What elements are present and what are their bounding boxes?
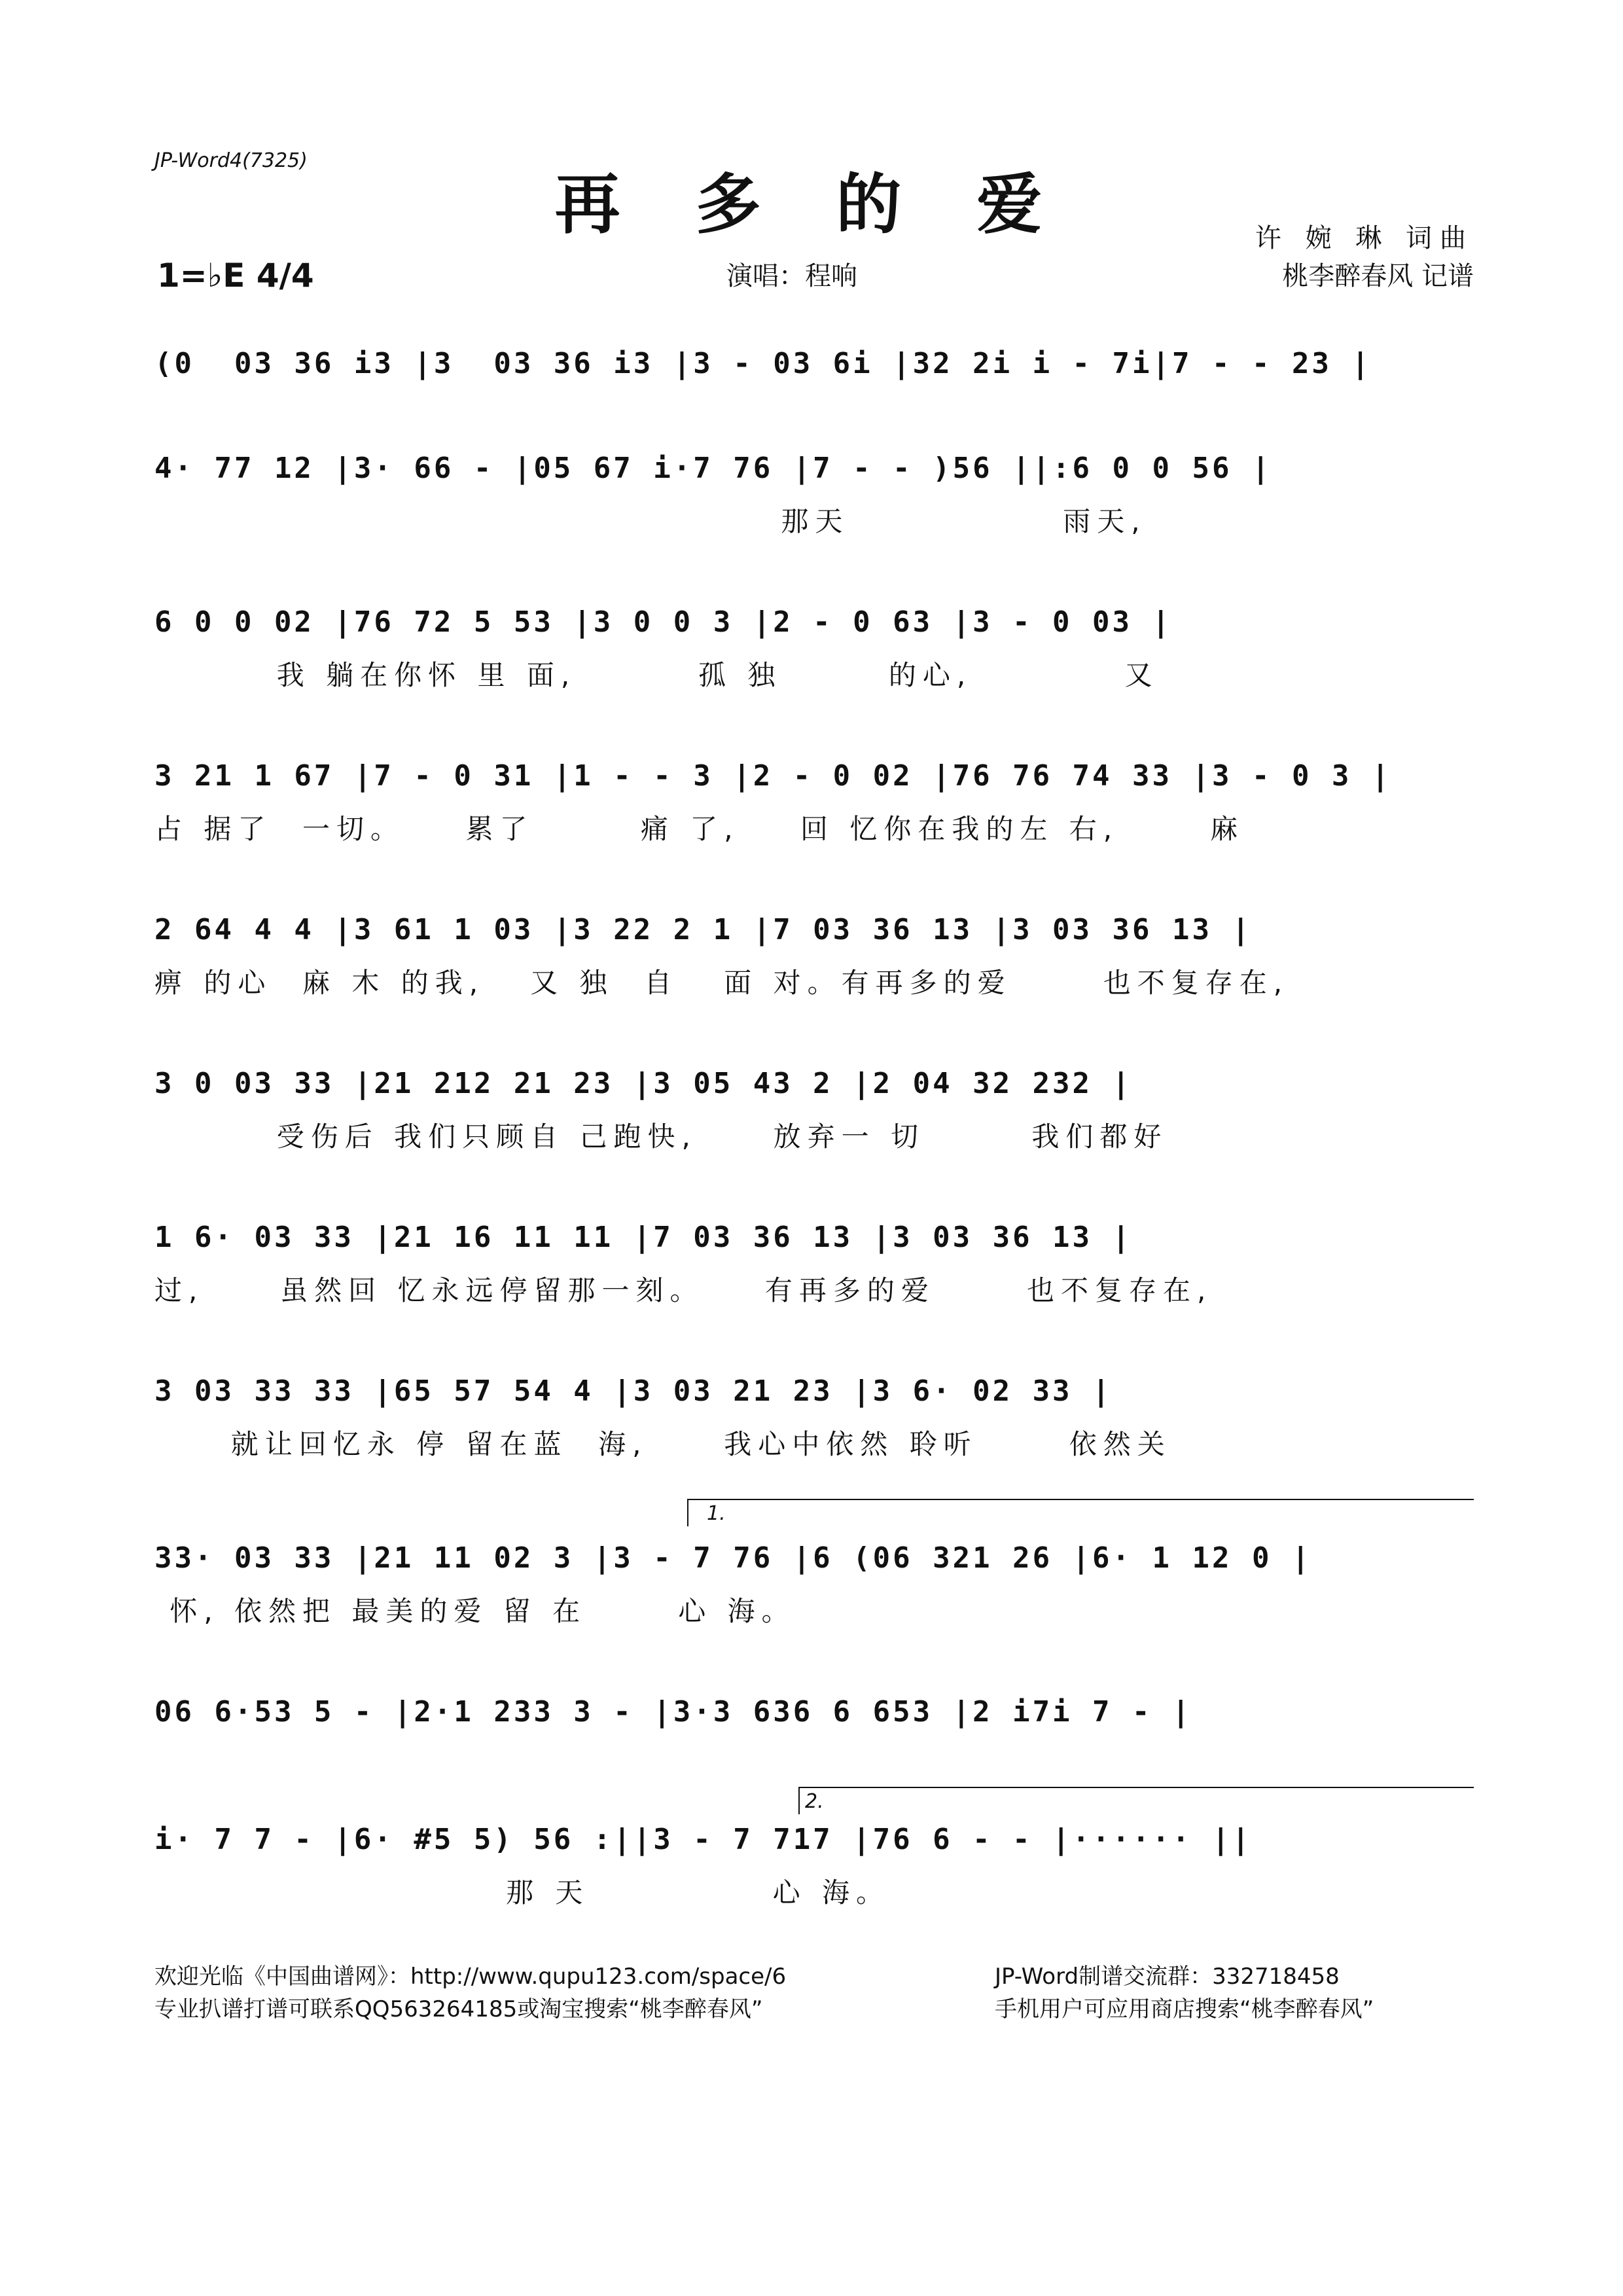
footer-mobile: 手机用户可应用商店搜索“桃李醉春风” bbox=[995, 1996, 1374, 2022]
lyric-line: 那天 雨天, bbox=[154, 505, 1147, 537]
notation-line: 3 03 33 33 |65 57 54 4 |3 03 21 23 |3 6· 02 33 | bbox=[154, 1374, 1113, 1408]
notation-line: i· 7 7 - |6· #5 5) 56 :||3 - 7 717 |76 6 - - |······ || bbox=[154, 1823, 1252, 1856]
second-ending-label: 2. bbox=[805, 1790, 824, 1813]
footer-group: JP-Word制谱交流群：332718458 bbox=[995, 1964, 1340, 1990]
singer-credit: 演唱：程响 bbox=[726, 261, 857, 291]
lyric-line: 怀, 依然把 最美的爱 留 在 心 海。 bbox=[154, 1595, 796, 1627]
lyric-line: 我 躺在你怀 里 面, 孤 独 的心, 又 bbox=[154, 659, 1159, 691]
software-label: JP-Word4(7325) bbox=[154, 149, 308, 172]
transcriber-credit: 桃李醉春风 记谱 bbox=[1282, 261, 1474, 291]
footer-contact: 专业扒谱打谱可联系QQ563264185或淘宝搜索“桃李醉春风” bbox=[154, 1996, 763, 2022]
key-signature: 1=♭E 4/4 bbox=[157, 257, 314, 295]
notation-line: (0 03 36 i3 |3 03 36 i3 |3 - 03 6i |32 2i i - 7i|7 - - 23 | bbox=[154, 347, 1372, 380]
notation-line: 33· 03 33 |21 11 02 3 |3 - 7 76 |6 (06 321 26 |6· 1 12 0 | bbox=[154, 1541, 1312, 1575]
notation-line: 4· 77 12 |3· 66 - |05 67 i·7 76 |7 - - )56 ||:6 0 0 56 | bbox=[154, 452, 1272, 485]
notation-line: 6 0 0 02 |76 72 5 53 |3 0 0 3 |2 - 0 63 |3 - 0 03 | bbox=[154, 605, 1173, 639]
notation-line: 3 21 1 67 |7 - 0 31 |1 - - 3 |2 - 0 02 |76 76 74 33 |3 - 0 3 | bbox=[154, 759, 1392, 793]
notation-line: 2 64 4 4 |3 61 1 03 |3 22 2 1 |7 03 36 13 |3 03 36 13 | bbox=[154, 913, 1252, 946]
lyric-line: 受伤后 我们只顾自 己跑快, 放弃一 切 我们都好 bbox=[154, 1121, 1168, 1153]
song-title: 再 多 的 爱 bbox=[554, 166, 1069, 243]
first-ending-label: 1. bbox=[707, 1502, 726, 1525]
notation-line: 1 6· 03 33 |21 16 11 11 |7 03 36 13 |3 03 36 13 | bbox=[154, 1221, 1133, 1254]
notation-line: 3 0 03 33 |21 212 21 23 |3 05 43 2 |2 04 32 232 | bbox=[154, 1067, 1133, 1100]
first-ending-bracket bbox=[687, 1499, 1474, 1526]
footer-welcome: 欢迎光临《中国曲谱网》：http://www.qupu123.com/space/6 bbox=[154, 1964, 787, 1990]
lyric-line: 就让回忆永 停 留在蓝 海, 我心中依然 聆听 依然关 bbox=[154, 1428, 1171, 1460]
lyricist-credit: 许 婉 琳 词曲 bbox=[1255, 223, 1474, 253]
lyric-line: 那 天 心 海。 bbox=[154, 1876, 890, 1909]
lyric-line: 过, 虽然回 忆永远停留那一刻。 有再多的爱 也不复存在, bbox=[154, 1274, 1213, 1306]
notation-line: 06 6·53 5 - |2·1 233 3 - |3·3 636 6 653 |2 i7i 7 - | bbox=[154, 1695, 1192, 1729]
second-ending-bracket bbox=[798, 1787, 1474, 1814]
lyric-line: 占 据了 一切。 累了 痛 了, 回 忆你在我的左 右, 麻 bbox=[154, 813, 1245, 845]
lyric-line: 痹 的心 麻 木 的我, 又 独 自 面 对。有再多的爱 也不复存在, bbox=[154, 967, 1289, 999]
